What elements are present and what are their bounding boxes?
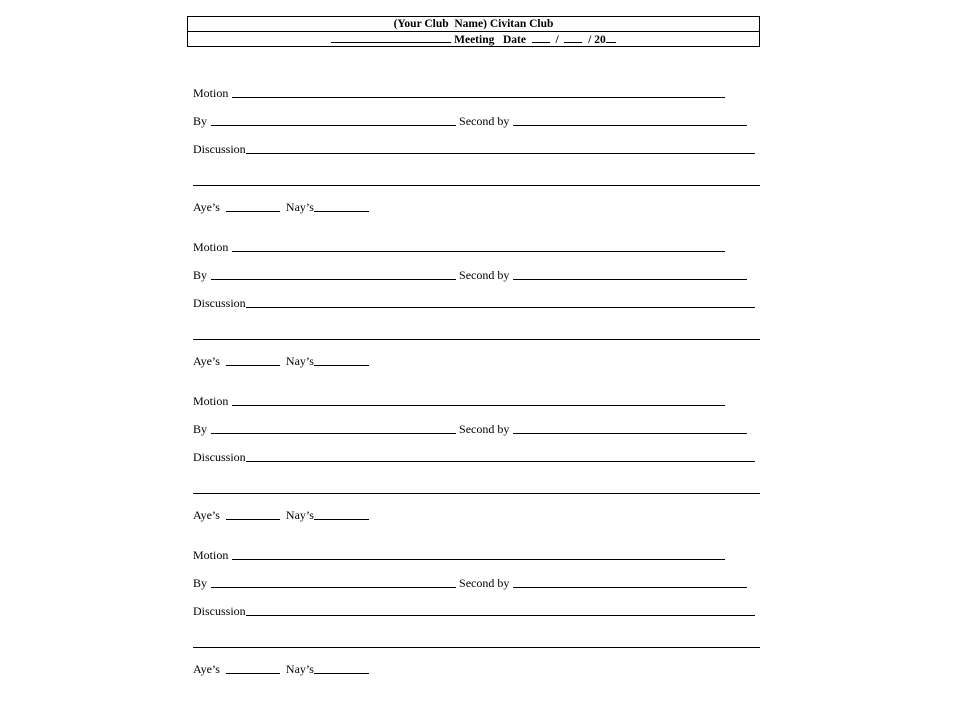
second-by-label: Second by (459, 268, 510, 282)
discussion-field[interactable] (246, 297, 755, 308)
vote-row (193, 354, 763, 368)
by-field[interactable] (211, 115, 456, 126)
motion-label: Motion (193, 86, 229, 100)
date-separator-2: / 20 (588, 34, 606, 46)
discussion-label: Discussion (193, 604, 246, 618)
vote-row (193, 200, 763, 214)
by-label: By (193, 576, 208, 590)
nays-label: Nay’s (285, 662, 314, 676)
second-by-field[interactable] (513, 269, 747, 280)
motion-label: Motion (193, 240, 229, 254)
second-by-field[interactable] (513, 423, 747, 434)
discussion-field[interactable] (246, 605, 755, 616)
discussion-row (193, 296, 763, 310)
discussion-label: Discussion (193, 450, 246, 464)
date-year-blank[interactable] (606, 32, 616, 43)
date-month-blank[interactable] (532, 32, 550, 43)
nays-label: Nay’s (285, 200, 314, 214)
meeting-name-blank[interactable] (331, 32, 451, 43)
ayes-field[interactable] (226, 509, 280, 520)
second-by-label: Second by (459, 114, 510, 128)
second-by-field[interactable] (513, 577, 747, 588)
discussion-label: Discussion (193, 296, 246, 310)
club-title: (Your Club Name) Civitan Club (393, 18, 554, 30)
by-row (193, 576, 763, 590)
form-header (187, 16, 760, 47)
discussion-continued-row (193, 483, 763, 496)
nays-field[interactable] (314, 509, 369, 520)
discussion-continued-row (193, 637, 763, 650)
nays-field[interactable] (314, 201, 369, 212)
nays-label: Nay’s (285, 354, 314, 368)
motion-row (193, 240, 763, 254)
discussion-continued-row (193, 175, 763, 188)
motion-field[interactable] (232, 549, 725, 560)
date-separator-1: / (555, 34, 559, 46)
ayes-label: Aye’s (193, 662, 220, 676)
second-by-field[interactable] (513, 115, 747, 126)
date-day-blank[interactable] (564, 32, 582, 43)
second-by-label: Second by (459, 422, 510, 436)
ayes-label: Aye’s (193, 200, 220, 214)
discussion-continued-field[interactable] (193, 483, 760, 494)
ayes-label: Aye’s (193, 354, 220, 368)
motion-field[interactable] (232, 241, 725, 252)
discussion-continued-field[interactable] (193, 329, 760, 340)
meeting-date-label: Meeting Date (454, 34, 526, 46)
discussion-field[interactable] (246, 143, 755, 154)
by-field[interactable] (211, 577, 456, 588)
meeting-date-line (188, 31, 759, 46)
by-label: By (193, 268, 208, 282)
motion-field[interactable] (232, 87, 725, 98)
second-by-label: Second by (459, 576, 510, 590)
discussion-row (193, 142, 763, 156)
motion-label: Motion (193, 548, 229, 562)
discussion-row (193, 450, 763, 464)
discussion-label: Discussion (193, 142, 246, 156)
ayes-label: Aye’s (193, 508, 220, 522)
motion-row (193, 548, 763, 562)
nays-field[interactable] (314, 663, 369, 674)
motion-row (193, 86, 763, 100)
ayes-field[interactable] (226, 355, 280, 366)
discussion-continued-row (193, 329, 763, 342)
by-field[interactable] (211, 423, 456, 434)
by-row (193, 114, 763, 128)
vote-row (193, 508, 763, 522)
by-field[interactable] (211, 269, 456, 280)
discussion-continued-field[interactable] (193, 637, 760, 648)
vote-row (193, 662, 763, 676)
discussion-row (193, 604, 763, 618)
motion-field[interactable] (232, 395, 725, 406)
motion-label: Motion (193, 394, 229, 408)
ayes-field[interactable] (226, 663, 280, 674)
discussion-continued-field[interactable] (193, 175, 760, 186)
by-label: By (193, 114, 208, 128)
by-row (193, 268, 763, 282)
motion-row (193, 394, 763, 408)
by-label: By (193, 422, 208, 436)
discussion-field[interactable] (246, 451, 755, 462)
ayes-field[interactable] (226, 201, 280, 212)
by-row (193, 422, 763, 436)
nays-label: Nay’s (285, 508, 314, 522)
nays-field[interactable] (314, 355, 369, 366)
